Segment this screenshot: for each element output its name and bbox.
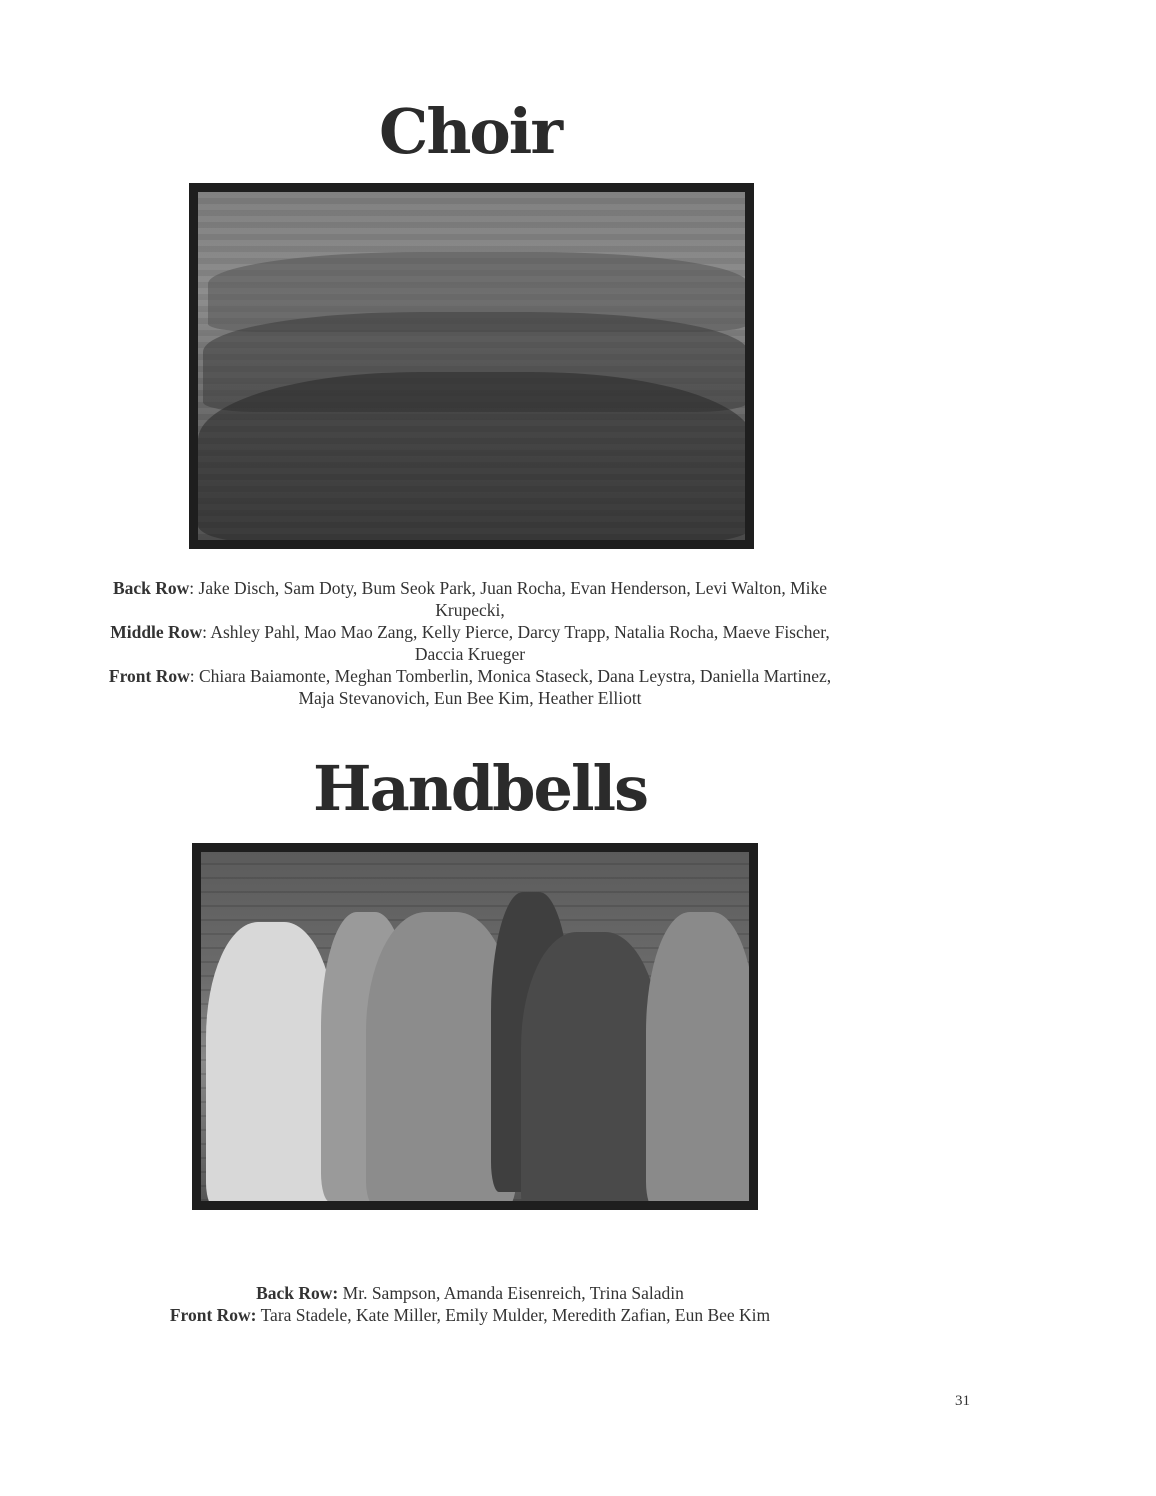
handbells-front-row: Front Row: Tara Stadele, Kate Miller, Emily Mulder, Meredith Zafian, Eun Bee Kim [169, 1305, 771, 1325]
choir-middle-row: Middle Row: Ashley Pahl, Mao Mao Zang, Kelly Pierce, Darcy Trapp, Natalia Rocha, Maeve Fischer, Daccia Krueger [110, 622, 830, 664]
handbells-group-photo [192, 843, 758, 1210]
handbells-title: Handbells [313, 752, 647, 825]
page-number: 31 [955, 1393, 970, 1409]
handbells-caption [90, 1282, 850, 1326]
choir-group-photo [189, 183, 754, 549]
choir-caption [100, 577, 840, 709]
choir-title: Choir [379, 95, 561, 168]
choir-back-row: Back Row: Jake Disch, Sam Doty, Bum Seok Park, Juan Rocha, Evan Henderson, Levi Walton, Mike Krupecki, [112, 578, 828, 620]
handbells-back-row: Back Row: Mr. Sampson, Amanda Eisenreich, Trina Saladin [256, 1283, 684, 1303]
choir-front-row: Front Row: Chiara Baiamonte, Meghan Tomberlin, Monica Staseck, Dana Leystra, Daniella Martinez, Maja Stevanovich, Eun Bee Kim, Heather Elliott [108, 666, 832, 708]
